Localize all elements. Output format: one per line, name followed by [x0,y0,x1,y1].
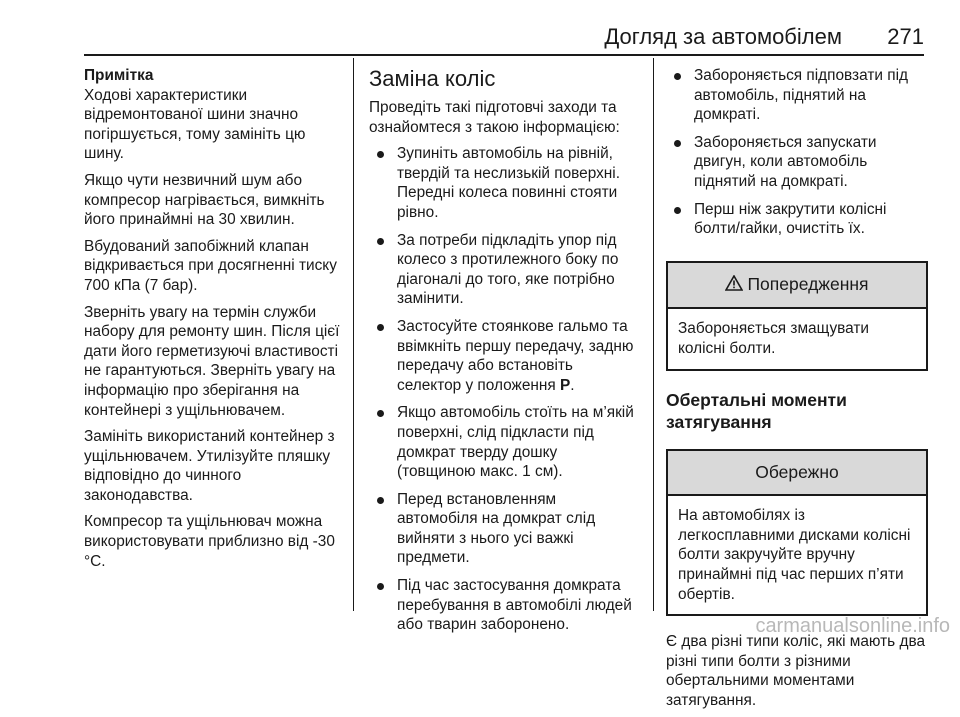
paragraph: Зверніть увагу на термін служби набору для ремонту шин. Після цієї дати його герметизуючі властивості не гарантуються. Зверніть увагу на інформацію про зберігання на контейнері з ущільнювачем. [84,303,340,419]
list-item: Перед встановленням автомобіля на домкрат слід вийняти з нього усі важкі предмети. [369,490,639,568]
caution-text: На автомобілях із легкосплавними дисками колісні болти закручуйте вручну принаймні під час перших п’яти обертів. [678,507,911,603]
bullet-icon [377,583,384,590]
column-divider-left [353,58,354,611]
bullet-icon [674,207,681,214]
bullet-icon [377,151,384,158]
list-item: Перш ніж закрутити колісні болти/гайки, очистіть їх. [666,200,928,239]
list-item: Забороняється підповзати під автомобіль, піднятий на домкраті. [666,66,928,125]
paragraph: Замініть використаний контейнер з ущільнювачем. Утилізуйте пляшку відповідно до чинного законодавства. [84,428,335,504]
caution-box [666,449,928,617]
list-item: Зупиніть автомобіль на рівній, твердій та неслизькій поверхні. Передні колеса повинні стояти рівно. [369,144,639,222]
watermark: carmanualsonline.info [755,615,950,637]
bullet-icon [674,140,681,147]
paragraph: Компресор та ущільнювач можна використовувати приблизно від -30 °C. [84,513,335,570]
paragraph: Вбудований запобіжний клапан відкривається при досягненні тиску 700 кПа (7 бар). [84,237,337,294]
section-title: Заміна коліс [369,66,496,91]
paragraph: Якщо чути незвичний шум або компресор нагрівається, вимкніть його принаймні на 30 хвилин. [84,171,325,229]
bullet-icon [377,497,384,504]
selector-position: P [560,376,571,394]
warning-header [668,263,926,310]
paragraph: Ходові характеристики відремонтованої шини значно погіршується, тому замініть цю шину. [84,86,306,163]
bullet-icon [377,238,384,245]
page-title: Догляд за автомобілем [604,24,842,49]
note-title: Примітка [84,67,154,84]
bullet-icon [674,73,681,80]
closing-paragraph: Є два різні типи коліс, які мають два різні типи болти з різними обертальними моментами затягування. [666,633,926,709]
warning-title: Попередження [747,273,869,294]
bullet-icon [377,410,384,417]
bullet-icon [377,324,384,331]
list-item: Якщо автомобіль стоїть на м’якій поверхні, слід підкласти під домкрат тверду дошку (товщиною макс. 1 см). [369,403,639,481]
list-item: Забороняється запускати двигун, коли автомобіль піднятий на домкраті. [666,133,928,192]
bullet-list [369,144,639,635]
warning-triangle-icon [725,275,743,296]
intro-paragraph: Проведіть такі підготовчі заходи та ознайомтеся з такою інформацією: [369,99,620,136]
left-column [84,66,346,578]
list-item: За потреби підкладіть упор під колесо з протилежного боку по діагоналі до того, яке потрібно замінити. [369,231,639,309]
page-number: 271 [887,24,924,49]
list-item: Застосуйте стоянкове гальмо та ввімкніть першу передачу, задню передачу або встановіть селектор у положення P. [369,317,639,395]
middle-column [369,66,639,643]
warning-box [666,261,928,371]
bullet-list [666,66,928,239]
torque-title: Обертальні моменти затягування [666,389,847,432]
header-rule [84,54,924,56]
caution-title: Обережно [668,451,926,497]
list-item: Під час застосування домкрата перебування в автомобілі людей або тварин заборонено. [369,576,639,635]
column-divider-right [653,58,654,611]
warning-text: Забороняється змащувати колісні болти. [678,320,870,357]
